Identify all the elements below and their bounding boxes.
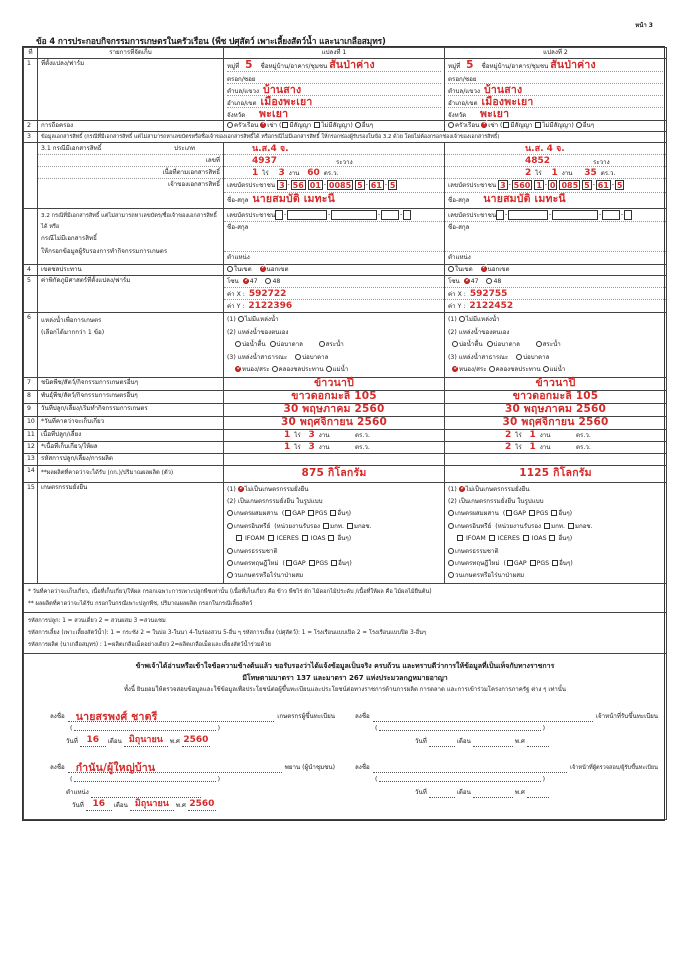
radio-new-theory[interactable] [448,560,454,566]
inspector-day[interactable] [429,786,455,798]
witness-day[interactable]: 16 [86,799,112,811]
form-table [23,47,667,820]
col-no-header: ที่ [24,48,38,59]
witness-month[interactable]: มิถุนายน [130,799,174,811]
plot1-document: น.ส.4 จ. 4937 ระวาง 1 ไร่ 3 งาน 60 ตร.ว. เลขบัตรประชาชน 3 - 56 01 - 0085 5 - 61 - 5 ชื่อ-สกุล นายสมบัติ เมทะนี [224,143,445,209]
row-harvest-date: 10 *วันที่คาดว่าจะเก็บเกี่ยว 30 พฤศจิกายน 2560 30 พฤศจิกายน 2560 [24,416,667,429]
row-plant-date: 9 วันที่ปลูก/เลี้ยง/เริ่มทำกิจกรรมการเกษตร 30 พฤษภาคม 2560 30 พฤษภาคม 2560 [24,403,667,416]
row-document-info [24,132,667,143]
plot2-district[interactable]: เมืองพะเยา [481,96,534,108]
plot2-coordinates: โซน ✓ 47 48 ค่า X : 592755 ค่า Y : 2122452 [445,276,667,313]
plot2-code[interactable] [445,453,667,465]
plot1-harvest-date[interactable]: 30 พฤศจิกายน 2560 [280,415,388,428]
farmer-signature-block: ลงชื่อ นายสรพงศ์ ชาตรี เกษตรกรผู้ขึ้นทะเบียน ( ) วันที่ 16 เดือน มิถุนายน พ.ศ 2560 [32,706,335,747]
witness-year[interactable]: 2560 [189,798,215,809]
radio-other[interactable] [355,122,361,128]
plot1-doc-no[interactable]: 4937 [252,156,278,166]
plot1-water-source: (1) ไม่มีแหล่งน้ำ (2) แหล่งน้ำของตนเอง บ่อน้ำตื้น บ่อบาดาล สระน้ำ (3) แหล่งน้ำสาธารณะ บ่อบาดาล ✓หนอง/สระ คลองชลประทาน แม่น้ำ [224,313,445,378]
plot2-harvest-date[interactable]: 30 พฤศจิกายน 2560 [502,415,609,428]
plot1-doc-type[interactable]: น.ส.4 จ. [252,144,289,154]
radio-canal[interactable] [489,366,495,372]
declaration-row [24,653,667,819]
plot1-tenure: ครัวเรือน ✓ เช่า ( มีสัญญา ไม่มีสัญญา) อื่นๆ [224,121,445,132]
plot2-y[interactable]: 2122452 [469,301,514,311]
plot1-location: หมู่ที่ 5 ชื่อหมู่บ้าน/อาคาร/ชุมชน สันป่าค่าง ตรอก/ซอย ตำบล/แขวง บ้านสาง อำเภอ/เขต เมืองพะเยา จังหวัด พะเยา [224,59,445,121]
code-planting: รหัสการปลูก: 1 = สวนเดี่ยว 2 = สวนผสม 3 =สวนแซม [28,617,166,624]
plot1-district[interactable]: เมืองพะเยา [260,96,313,108]
code-salt: รหัสการผลิต (นาเกลือสมุทร) : 1=ผลิตเกลือเม็ดอย่างเดียว 2=ผลิตเกลือเม็ดและเลี้ยงสัตว์น้ำร่วมด้วย [28,641,271,648]
note-1: * วันที่คาดว่าจะเก็บเกี่ยว, เนื้อที่เก็บเกี่ยว/ให้ผล กรอกเฉพาะการเพาะปลูกพืชเท่านั้น (เนื้อที่เก็บเกี่ยว คือ ข้าว พืชไร่ ผัก ไม้ดอกไม้ประดับ /เนื้อที่ให้ผล คือ ไม้ผลไม้ยืนต้น) [28,588,432,595]
radio-public-deep-well[interactable] [516,354,522,360]
row-irrigation: 4 เขตชลประทาน ในเขต ✓ นอกเขต ในเขต ✓ นอกเขต [24,265,667,276]
radio-new-theory[interactable] [227,560,233,566]
plot2-village-no[interactable]: 5 [466,59,474,71]
form-sheet [22,46,665,821]
plot1-owner-name[interactable]: นายสมบัติ เมทะนี [252,193,335,205]
row-plant-area: 11 เนื้อที่ปลูก/เลี้ยง 1 ไร่ 3 งาน ตร.ว. 2 ไร่ 1 งาน ตร.ว. [24,429,667,441]
plot2-owner-id[interactable]: 3 - 560 1 - 0 085 5 - 61 - 5 [500,181,623,190]
plot2-tenure: ครัวเรือน ✓ เช่า ( มีสัญญา ไม่มีสัญญา) อื่นๆ [445,121,667,132]
row-sustainable: 15 เกษตรกรรมยั่งยืน (1) ✓ ไม่เป็นเกษตรกรรมยั่งยืน (2) เป็นเกษตรกรรมยั่งยืน ในรูปแบบ เกษตรผสมผสาน ( GAP PGS อื่นๆ) เกษตรอินทรีย์ (หน่วยงานรับรอง มกท. มกอช. IFOAM ICERES IOAS อื่นๆ) เกษตรธรรมชาติ เกษตรทฤษฎีใหม่ ( GAP PGS อื่นๆ) วนเกษตรหรือไร่นาป่าผสม (1) ✓ ไม่เป็นเกษตรกรรมยั่งยืน (2) เป็นเกษตรกรรมยั่งยืน ในรูปแบบ เกษตรผสมผสาน ( GAP PGS อื่นๆ) เกษตรอินทรีย์ (หน่วยงานรับรอง มกท. มกอช. IFOAM ICERES IOAS อื่นๆ) เกษตรธรรมชาติ เกษตรทฤษฎีใหม่ ( GAP PGS อื่นๆ) วนเกษตรหรือไร่นาป่าผสม [24,482,667,583]
inspector-year[interactable] [527,786,549,798]
declaration-line-3: ทั้งนี้ ยินยอมให้ตรวจสอบข้อมูลและใช้ข้อมูลเพื่อประโยชน์ต่อผู้ขึ้นทะเบียนและประโยชน์ต่อทางราชการด้านการผลิต การตลาด และการเข้าร่วมโครงการภาครัฐ ต่าง ๆ เท่านั้น [123,685,567,693]
checkbox-no-contract[interactable] [535,122,541,128]
row-label: ที่ตั้งแปลง/ฟาร์ม [38,59,224,121]
plot1-village-no[interactable]: 5 [245,59,253,71]
inspector-signature-field[interactable] [373,759,567,773]
row-label: การถือครอง [38,121,224,132]
section-title: ข้อ 4 การประกอบกิจกรรมการเกษตรในครัวเรือน (พืช ปศุสัตว์ เพาะเลี้ยงสัตว์น้ำ และนาเกลือสมุทร) [36,36,386,46]
row-location [24,59,667,121]
radio-not-sustainable-checked[interactable] [238,486,244,492]
row-document-3-2 [24,209,667,265]
radio-in-zone[interactable] [227,266,233,272]
officer-signature-field[interactable] [373,708,593,722]
plot1-certifier-id[interactable]: - - - - [275,212,411,219]
plot2-village-name[interactable]: สันป่าค่าง [550,59,596,71]
row-yield: 14 **ผลผลิตที่คาดว่าจะได้รับ (กก.)/ปริมาณผลผลิต (ตัว) 875 กิโลกรัม 1125 กิโลกรัม [24,465,667,482]
radio-zone48[interactable] [486,278,492,284]
plot2-province[interactable]: พะเยา [480,108,510,120]
row-no: 3 [24,132,38,143]
witness-position[interactable] [91,786,201,798]
plot2-yield[interactable]: 1125 กิโลกรัม [519,466,592,479]
plot1-y[interactable]: 2122396 [248,301,293,311]
plot1-irrigation: ในเขต ✓ นอกเขต [224,265,445,276]
radio-zone47-checked[interactable] [243,278,249,284]
plot1-code[interactable] [224,453,445,465]
radio-other[interactable] [576,122,582,128]
plot2-certifier: เลขบัตรประชาชน - - - - ชื่อ-สกุล ตำแหน่ง [445,209,667,265]
col-plot1-header: แปลงที่ 1 [224,48,445,59]
inspector-signature-block: ลงชื่อ เจ้าหน้าที่ผู้ตรวจสอบ/ผู้รับขึ้นทะเบียน ( ) วันที่ เดือน พ.ศ [355,757,658,811]
radio-pond[interactable] [536,341,542,347]
notes-row [24,583,667,612]
doc-3-1-labels: 3.1 กรณีมีเอกสารสิทธิ์ ประเภท เลขที่ เนื้อที่ตามเอกสารสิทธิ์ เจ้าของเอกสารสิทธิ์ [38,143,224,209]
farmer-year[interactable]: 2560 [183,734,209,745]
plot2-owner-name[interactable]: นายสมบัติ เมทะนี [483,193,566,205]
witness-signature-block: ลงชื่อ กำนัน/ผู้ใหญ่บ้าน พยาน (ผู้นำชุมชน) ( ) ตำแหน่ง วันที่ 16 เดือน มิถุนายน พ.ศ 2560 [32,757,335,811]
row-coordinates: 5 ค่าพิกัดภูมิศาสตร์ที่ตั้งแปลง/ฟาร์ม โซน ✓ 47 48 ค่า X : 592722 ค่า Y : 2122396 โซน ✓ 47 48 ค่า X : 592755 ค่า Y : 2122452 [24,276,667,313]
plot1-owner-id[interactable]: 3 - 56 01 - 0085 5 - 61 - 5 [279,181,396,190]
plot2-water-source: (1) ไม่มีแหล่งน้ำ (2) แหล่งน้ำของตนเอง บ่อน้ำตื้น บ่อบาดาล สระน้ำ (3) แหล่งน้ำสาธารณะ บ่อบาดาล ✓หนอง/สระ คลองชลประทาน แม่น้ำ [445,313,667,378]
plot1-plant-date[interactable]: 30 พฤษภาคม 2560 [283,402,385,415]
signature-grid [32,706,658,811]
plot2-irrigation: ในเขต ✓ นอกเขต [445,265,667,276]
plot2-crop[interactable]: ข้าวนาปี [535,376,576,389]
plot1-certifier: เลขบัตรประชาชน - - - - ชื่อ-สกุล ตำแหน่ง [224,209,445,265]
declaration-line-1: ข้าพเจ้าได้อ่านหรือเข้าใจข้อความข้างต้นแล้ว ขอรับรองว่าได้แจ้งข้อมูลเป็นจริง ครบถ้วน และทราบดีว่าการให้ข้อมูลที่เป็นเท็จกับทางราชการ [135,661,555,670]
plot2-location: หมู่ที่ 5 ชื่อหมู่บ้าน/อาคาร/ชุมชน สันป่าค่าง ตรอก/ซอย ตำบล/แขวง บ้านสาง อำเภอ/เขต เมืองพะเยา จังหวัด พะเยา [445,59,667,121]
checkbox-contract[interactable] [503,122,509,128]
radio-out-zone-checked[interactable] [260,266,266,272]
radio-zone48[interactable] [265,278,271,284]
plot2-plant-date[interactable]: 30 พฤษภาคม 2560 [504,402,607,415]
plot2-doc-no[interactable]: 4852 [525,156,551,166]
note-2: ** ผลผลิตที่คาดว่าจะได้รับ กรอกในกรณีเพาะปลูกพืช, ปริมาณผลผลิต กรอกในกรณีเลี้ยงสัตว์ [28,600,253,607]
radio-deep-well[interactable] [487,341,493,347]
row-harvest-area: 12 *เนื้อที่เก็บเกี่ยว/ให้ผล 1 ไร่ 3 งาน ตร.ว. 2 ไร่ 1 งาน ตร.ว. [24,441,667,453]
code-raising: รหัสการเลี้ยง (เพาะเลี้ยงสัตว์น้ำ): 1 = กระชัง 2 = ในบ่อ 3-ในนา 4-ในร่องสวน 5-อื่น ๆ รหัสการเลี้ยง (ปศุสัตว์): 1 = โรงเรือนแบบเปิด 2 = โรงเรือนแบบปิด 3-อื่นๆ [28,629,427,636]
doc-3-2-label: 3.2 กรณีที่มีเอกสารสิทธิ์ แต่ไม่สามารถหาเลขบัตร/ชื่อเจ้าของเอกสารสิทธิ์ได้ หรือ กรณีไม่มีเอกสารสิทธิ์ ให้กรอกข้อมูลผู้รับรองการทำกิจกรรมการเกษตร [38,209,224,265]
radio-shallow-well[interactable] [235,341,241,347]
row-variety: 8 พันธุ์พืช/สัตว์/กิจกรรมการเกษตรอื่นๆ ขาวดอกมะลิ 105 ขาวดอกมะลิ 105 [24,390,667,403]
plot2-variety[interactable]: ขาวดอกมะลิ 105 [512,389,599,402]
officer-signature-block: ลงชื่อ เจ้าหน้าที่รับขึ้นทะเบียน ( ) วันที่ เดือน พ.ศ [355,706,658,747]
radio-public-deep-well[interactable] [295,354,301,360]
officer-month[interactable] [473,735,513,747]
radio-shallow-well[interactable] [452,341,458,347]
radio-mixed[interactable] [448,510,454,516]
radio-agroforest[interactable] [227,572,233,578]
plot1-subdistrict[interactable]: บ้านสาง [262,84,302,96]
radio-rent-checked[interactable] [481,122,487,128]
plot1-crop[interactable]: ข้าวนาปี [314,376,354,389]
plot1-x[interactable]: 592722 [248,289,287,299]
radio-not-sustainable-checked[interactable] [459,486,465,492]
radio-canal[interactable] [272,366,278,372]
radio-organic[interactable] [448,523,454,529]
row-crop: 7 ชนิดพืช/สัตว์/กิจกรรมการเกษตรอื่นๆ ข้าวนาปี ข้าวนาปี [24,377,667,390]
plot1-yield[interactable]: 875 กิโลกรัม [301,466,367,479]
radio-deep-well[interactable] [270,341,276,347]
declaration-line-2: มีโทษตามมาตรา 137 และมาตรา 267 แห่งประมวลกฎหมายอาญา [242,673,448,682]
radio-organic[interactable] [227,523,233,529]
farmer-signature-field[interactable]: นายสรพงศ์ ชาตรี [68,708,275,722]
witness-signature-field[interactable]: กำนัน/ผู้ใหญ่บ้าน [68,759,282,773]
radio-pond[interactable] [319,341,325,347]
farmer-month[interactable]: มิถุนายน [124,735,168,747]
row-tenure [24,121,667,132]
officer-year[interactable] [527,735,549,747]
radio-river[interactable] [326,366,332,372]
header-row [24,48,667,59]
row-no: 2 [24,121,38,132]
radio-mixed[interactable] [227,510,233,516]
radio-natural[interactable] [227,548,233,554]
officer-day[interactable] [429,735,455,747]
plot1-variety[interactable]: ขาวดอกมะลิ 105 [291,389,377,402]
radio-river[interactable] [543,366,549,372]
radio-zone47-checked[interactable] [464,278,470,284]
radio-in-zone[interactable] [448,266,454,272]
plot1-village-name[interactable]: สันป่าค่าง [329,59,375,71]
row-water-source: 6 แหล่งน้ำเพื่อการเกษตร (เลือกได้มากกว่า 1 ข้อ) (1) ไม่มีแหล่งน้ำ (2) แหล่งน้ำของตนเอง บ่อน้ำตื้น บ่อบาดาล สระน้ำ (3) แหล่งน้ำสาธารณะ บ่อบาดาล ✓หนอง/สระ คลองชลประทาน แม่น้ำ (1) ไม่มีแหล่งน้ำ (2) แหล่งน้ำของตนเอง บ่อน้ำตื้น บ่อบาดาล สระน้ำ (3) แหล่งน้ำสาธารณะ บ่อบาดาล ✓หนอง/สระ คลองชลประทาน แม่น้ำ [24,313,667,378]
page-number: หน้า 3 [635,22,653,29]
codes-row [24,612,667,653]
plot2-certifier-id[interactable]: - - - - [496,212,632,219]
row-document-3-1 [24,143,667,209]
plot2-document: น.ส. 4 จ. 4852 ระวาง 2 ไร่ 1 งาน 35 ตร.ว. เลขบัตรประชาชน 3 - 560 1 - 0 085 5 - 61 - 5 ชื่อ-สกุล นายสมบัติ เมทะนี [445,143,667,209]
checkbox-no-contract[interactable] [314,122,320,128]
radio-swamp-checked[interactable] [452,366,458,372]
radio-natural[interactable] [448,548,454,554]
radio-own[interactable] [227,122,233,128]
row-production-code: 13 รหัสการปลูก/เลี้ยง/การผลิต [24,453,667,465]
row-label: ข้อมูลเอกสารสิทธิ์ (กรณีที่มีเอกสารสิทธิ์ แต่ไม่สามารถหาเลขบัตรหรือชื่อเจ้าของเอกสารสิทธิ์ได้ หรือกรณีไม่มีเอกสารสิทธิ์ ให้กรอกช่องผู้รับรองในข้อ 3.2 ด้วย โดยไม่ต้องกรอกช่องเจ้าของเอกสารสิทธิ์) [38,132,667,143]
radio-out-zone-checked[interactable] [481,266,487,272]
radio-no-water[interactable] [238,316,244,322]
radio-no-water[interactable] [459,316,465,322]
inspector-month[interactable] [473,786,513,798]
radio-own[interactable] [448,122,454,128]
plot1-coordinates: โซน ✓ 47 48 ค่า X : 592722 ค่า Y : 2122396 [224,276,445,313]
row-no: 1 [24,59,38,121]
radio-rent-checked[interactable] [260,122,266,128]
plot2-x[interactable]: 592755 [469,289,508,299]
col-item-header: รายการที่จัดเก็บ [38,48,224,59]
plot2-sustainable: (1) ✓ ไม่เป็นเกษตรกรรมยั่งยืน (2) เป็นเกษตรกรรมยั่งยืน ในรูปแบบ เกษตรผสมผสาน ( GAP PGS อื่นๆ) เกษตรอินทรีย์ (หน่วยงานรับรอง มกท. มกอช. IFOAM ICERES IOAS อื่นๆ) เกษตรธรรมชาติ เกษตรทฤษฎีใหม่ ( GAP PGS อื่นๆ) วนเกษตรหรือไร่นาป่าผสม [445,482,667,583]
farmer-day[interactable]: 16 [80,735,106,747]
plot1-sustainable: (1) ✓ ไม่เป็นเกษตรกรรมยั่งยืน (2) เป็นเกษตรกรรมยั่งยืน ในรูปแบบ เกษตรผสมผสาน ( GAP PGS อื่นๆ) เกษตรอินทรีย์ (หน่วยงานรับรอง มกท. มกอช. IFOAM ICERES IOAS อื่นๆ) เกษตรธรรมชาติ เกษตรทฤษฎีใหม่ ( GAP PGS อื่นๆ) วนเกษตรหรือไร่นาป่าผสม [224,482,445,583]
radio-swamp-checked[interactable] [235,366,241,372]
radio-agroforest[interactable] [448,572,454,578]
checkbox-contract[interactable] [282,122,288,128]
col-plot2-header: แปลงที่ 2 [445,48,667,59]
plot1-province[interactable]: พะเยา [259,108,289,120]
plot2-subdistrict[interactable]: บ้านสาง [483,84,523,96]
plot2-doc-type[interactable]: น.ส. 4 จ. [525,144,565,154]
